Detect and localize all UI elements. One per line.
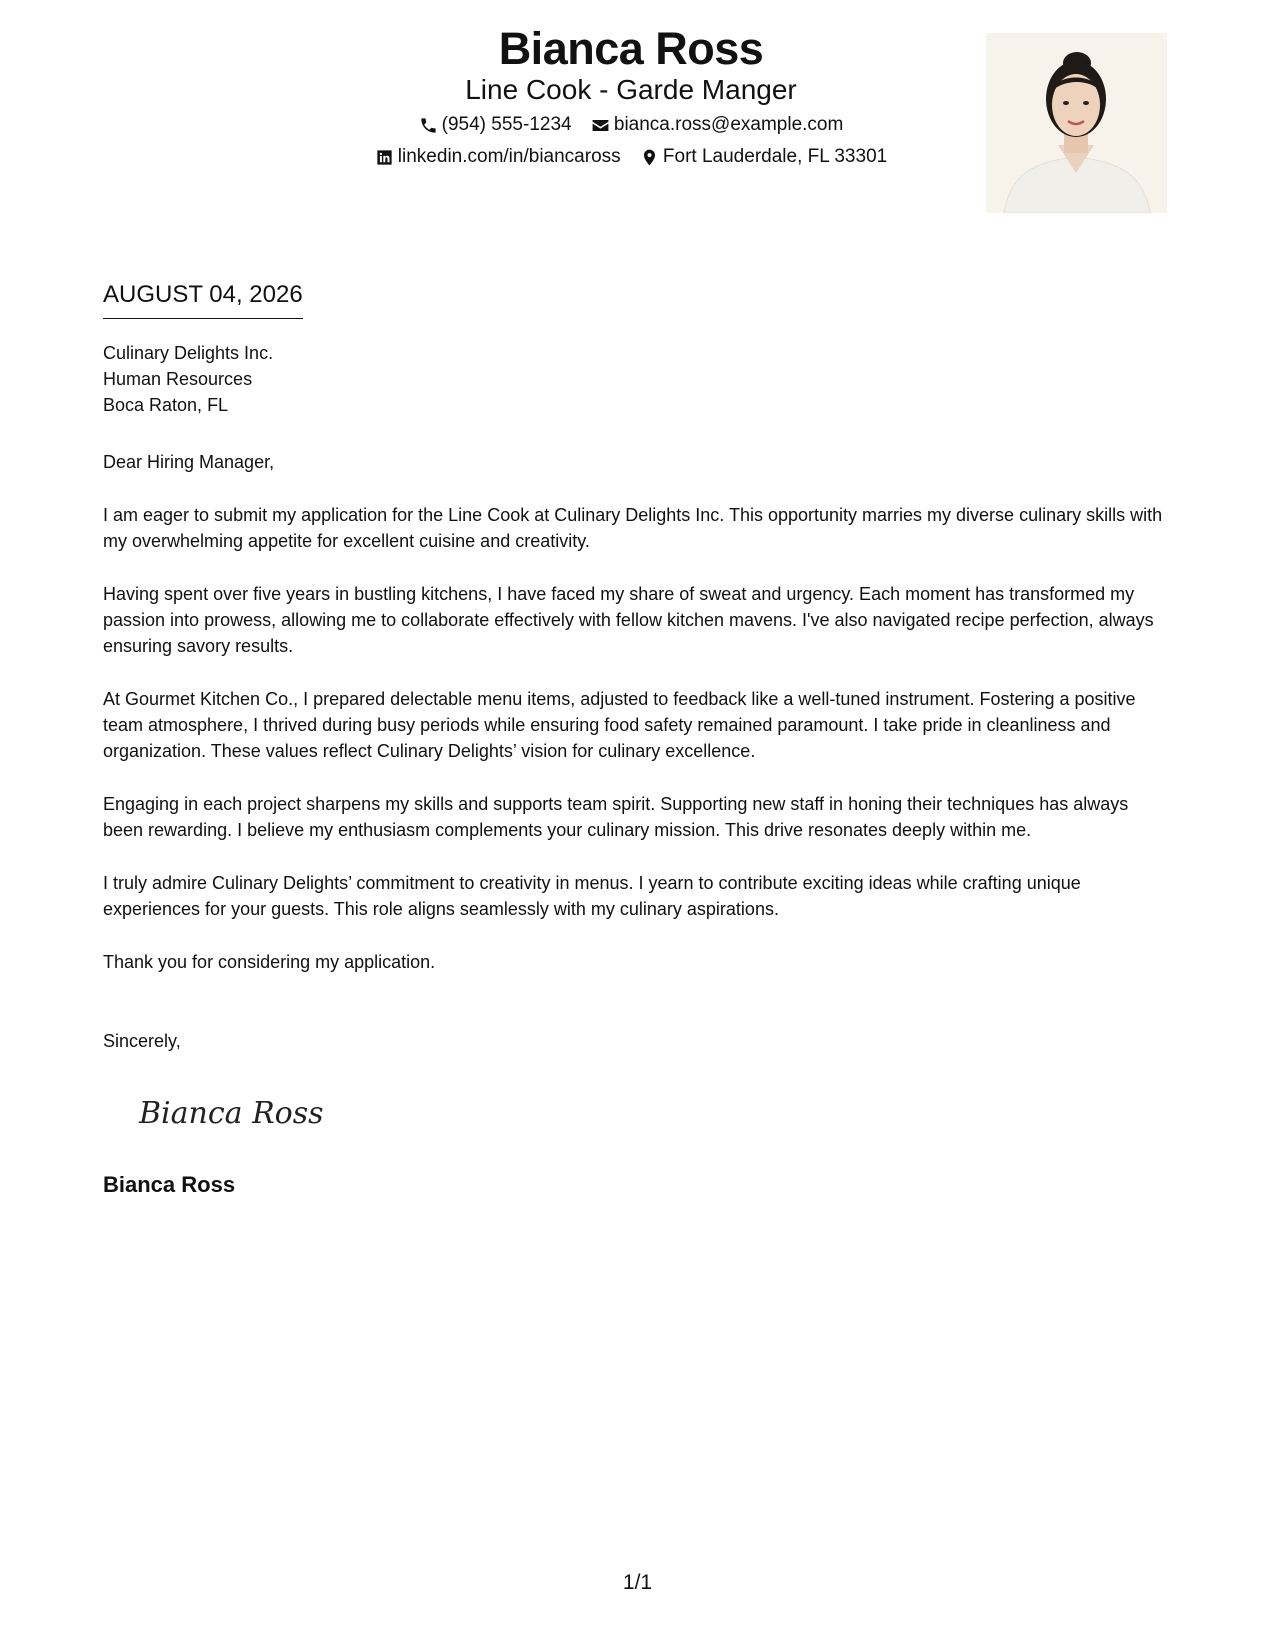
closing: Sincerely,: [103, 1031, 181, 1051]
envelope-icon: [591, 116, 610, 135]
contact-phone: [419, 112, 572, 138]
applicant-title: Line Cook - Garde Manger: [465, 74, 797, 105]
paragraph-2: [103, 581, 1163, 659]
handwritten-signature: [135, 1085, 335, 1137]
page-number: 1/1: [622, 1571, 653, 1594]
paragraph-text: Engaging in each project sharpens my skills and supports team spirit. Supporting new staff in honing their techniques has always been rewarding. I believe my enthusiasm complements your culinary mission. This drive resonates deeply within me.: [103, 794, 1129, 840]
recipient-department: Human Resources: [103, 369, 253, 389]
map-pin-icon: [640, 148, 659, 167]
recipient-company: Culinary Delights Inc.: [103, 343, 274, 363]
paragraph-4: [103, 791, 1163, 843]
linkedin-icon: [375, 148, 394, 167]
paragraph-1: [103, 502, 1163, 554]
contact-linkedin[interactable]: [375, 144, 621, 170]
paragraph-text: I am eager to submit my application for the Line Cook at Culinary Delights Inc. This opportunity marries my diverse culinary skills with my overwhelming appetite for excellent cuisine and creativity.: [103, 505, 1163, 551]
contact-location: [640, 144, 887, 170]
signature-text: Bianca Ross: [139, 1096, 324, 1131]
phone-icon: [419, 116, 438, 135]
phone-text: (954) 555-1234: [441, 114, 572, 135]
profile-photo: [986, 33, 1167, 213]
paragraph-6: [103, 949, 1163, 975]
recipient-city: Boca Raton, FL: [103, 395, 229, 415]
location-text: Fort Lauderdale, FL 33301: [662, 146, 888, 167]
letter-date: AUGUST 04, 2026: [103, 280, 303, 319]
signed-name: Bianca Ross: [103, 1172, 236, 1197]
applicant-name: Bianca Ross: [498, 23, 764, 74]
paragraph-text: At Gourmet Kitchen Co., I prepared delectable menu items, adjusted to feedback like a well-tuned instrument. Fostering a positive team atmosphere, I thrived during busy periods while ensuring food safety remained paramount. I take pride in cleanliness and organization. These values reflect Culinary Delights’ vision for culinary excellence.: [103, 689, 1136, 761]
salutation: Dear Hiring Manager,: [103, 452, 275, 472]
email-text: bianca.ross@example.com: [613, 114, 844, 135]
paragraph-text: Thank you for considering my application.: [103, 952, 436, 972]
paragraph-text: Having spent over five years in bustling kitchens, I have faced my share of sweat and urgency. Each moment has transformed my passion into prowess, allowing me to collaborate effectively with fellow kitchen mavens. I've also navigated recipe perfection, always ensuring savory results.: [103, 584, 1154, 656]
portrait-illustration: [986, 33, 1167, 213]
paragraph-text: I truly admire Culinary Delights’ commitment to creativity in menus. I yearn to contribute exciting ideas while crafting unique experiences for your guests. This role aligns seamlessly with my culinary aspirations.: [103, 873, 1081, 919]
paragraph-3: [103, 686, 1163, 764]
contact-email[interactable]: [591, 112, 843, 138]
paragraph-5: [103, 870, 1163, 922]
linkedin-text: linkedin.com/in/biancaross: [397, 146, 621, 167]
recipient-address: [103, 340, 273, 418]
